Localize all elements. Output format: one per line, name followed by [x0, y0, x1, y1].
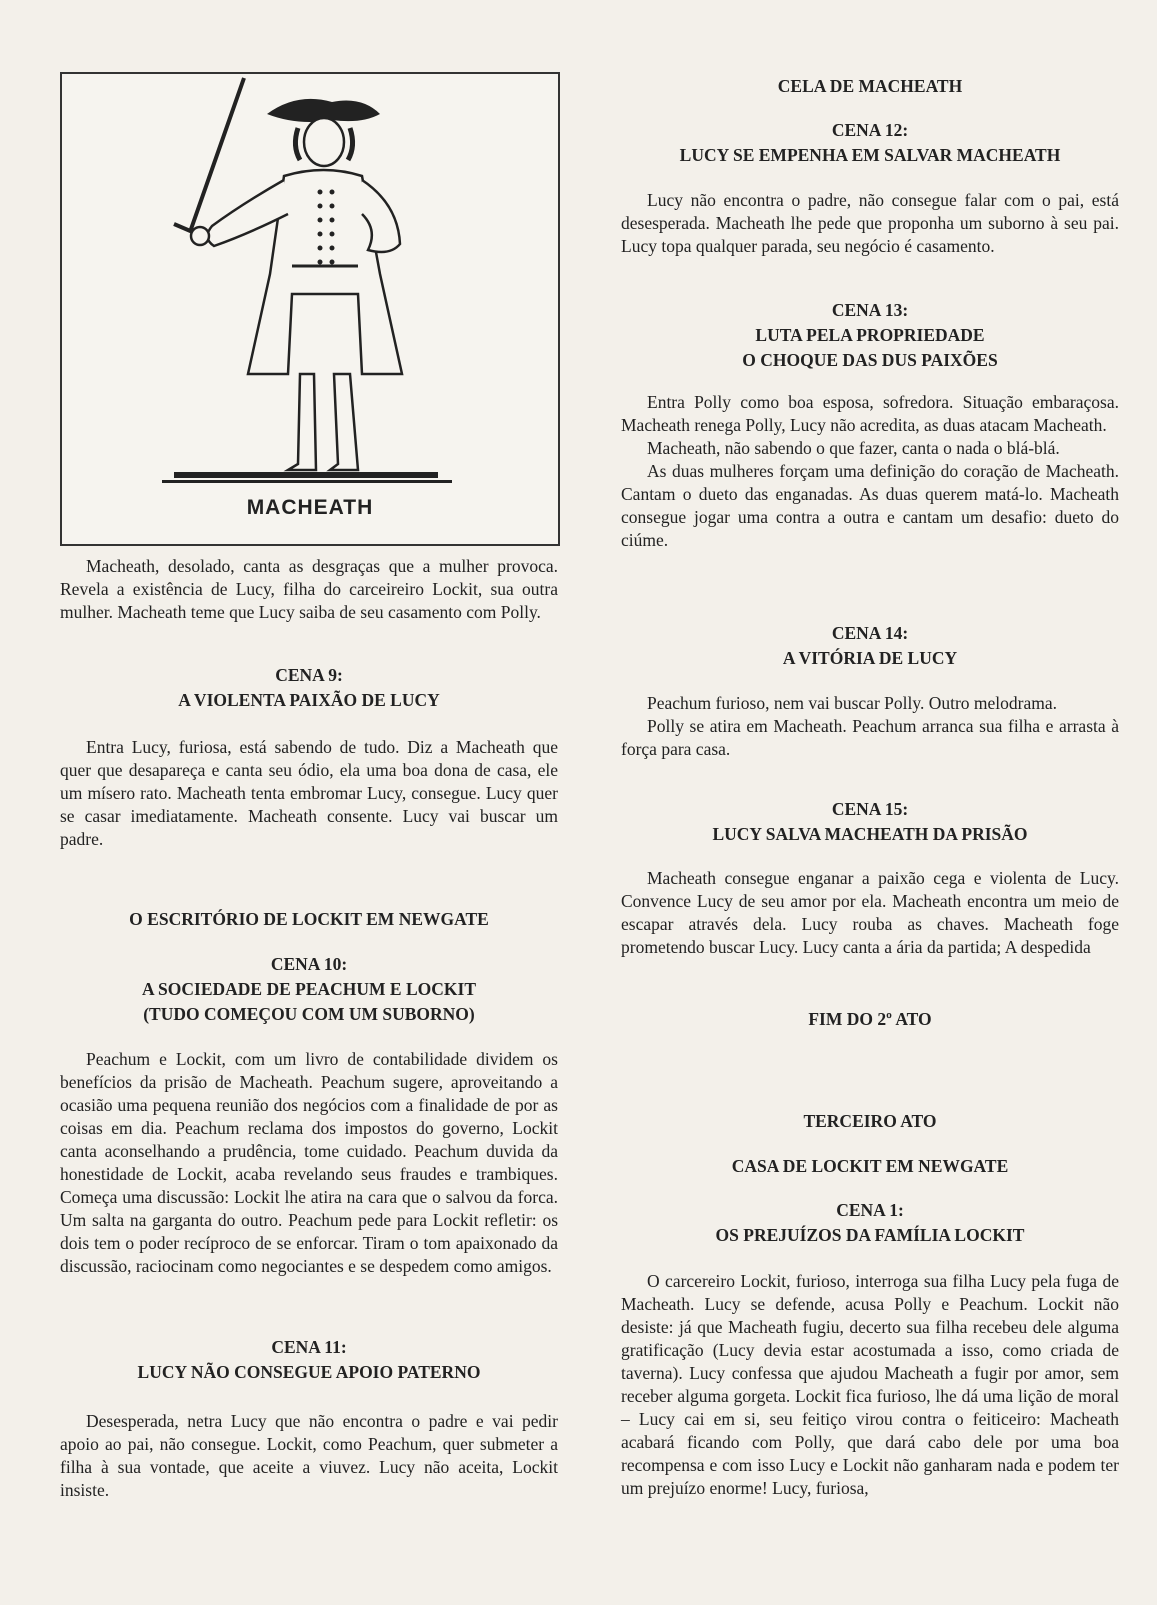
end-act-heading: FIM DO 2º ATO	[808, 1009, 932, 1029]
cena12-title: LUCY SE EMPENHA EM SALVAR MACHEATH	[679, 145, 1061, 165]
cena11-number: CENA 11:	[271, 1337, 347, 1357]
cena13-paragraph-2: Macheath, não sabendo o que fazer, canta o nada o blá-blá.	[647, 438, 1060, 458]
cena1-number: CENA 1:	[836, 1200, 904, 1220]
cena14-paragraph-1: Peachum furioso, nem vai buscar Polly. Outro melodrama.	[647, 693, 1058, 713]
cena9-title: A VIOLENTA PAIXÃO DE LUCY	[178, 690, 440, 710]
location-heading-casa: CASA DE LOCKIT EM NEWGATE	[731, 1156, 1009, 1176]
cena10-title-1: A SOCIEDADE DE PEACHUM E LOCKIT	[141, 979, 476, 999]
cena13-number: CENA 13:	[831, 300, 909, 320]
cena10-title-2: (TUDO COMEÇOU COM UM SUBORNO)	[143, 1004, 475, 1024]
act3-heading: TERCEIRO ATO	[803, 1111, 937, 1131]
cena13-paragraph-1: Entra Polly como boa esposa, sofredora. Situação embaraçosa. Macheath renega Polly, Lucy não acredita, as duas atacam Macheath.	[621, 392, 1119, 435]
cena10-number: CENA 10:	[270, 954, 348, 974]
macheath-figure-icon	[62, 74, 558, 544]
cena9-paragraph: Entra Lucy, furiosa, está sabendo de tudo. Diz a Macheath que quer que desapareça e canta seu ódio, ela uma boa dona de casa, ele um mísero rato. Macheath tenta embromar Lucy, consegue. Lucy quer se casar imediatamente. Macheath consente. Lucy vai buscar um padre.	[60, 737, 558, 849]
cena15-number: CENA 15:	[831, 799, 909, 819]
cena11-title: LUCY NÃO CONSEGUE APOIO PATERNO	[137, 1362, 481, 1382]
cena10-paragraph: Peachum e Lockit, com um livro de contabilidade dividem os benefícios da prisão de Macheath. Peachum sugere, aproveitando a ocasião uma pequena reunião dos negócios com a finalidade de por as coisas em dia. Peachum reclama dos impostos do governo, Lockit canta aconselhando a prudência, tome cuidado. Peachum duvida da honestidade de Lockit, acaba revelando seus fraudes e trambiques. Começa uma discussão: Lockit lhe atira na cara que o salvou da forca. Um salta na garganta do outro. Peachum pede para Lockit refletir: os dois tem o poder recíproco de se enforcar. Tiram o tom apaixonado da discussão, raciocinam como negociantes e se despedem como amigos.	[60, 1049, 558, 1276]
cena12-number: CENA 12:	[831, 120, 909, 140]
cena14-title: A VITÓRIA DE LUCY	[782, 648, 958, 668]
cena11-paragraph: Desesperada, netra Lucy que não encontra o padre e vai pedir apoio ao pai, não consegue. Lockit, como Peachum, quer submeter a filha à sua vontade, que aceite a viuvez. Lucy não aceita, Lockit insiste.	[60, 1411, 558, 1500]
cena14-number: CENA 14:	[831, 623, 909, 643]
cena13-paragraph-3: As duas mulheres forçam uma definição do coração de Macheath. Cantam o dueto das enganadas. As duas querem matá-lo. Macheath consegue jogar uma contra a outra e cantam um desafio: dueto do ciúme.	[621, 461, 1119, 550]
location-heading-cela: CELA DE MACHEATH	[777, 76, 963, 96]
intro-paragraph: Macheath, desolado, canta as desgraças que a mulher provoca. Revela a existência de Lucy, filha do carceireiro Lockit, sua outra mulher. Macheath teme que Lucy saiba de seu casamento com Polly.	[60, 556, 558, 622]
cena1-paragraph: O carcereiro Lockit, furioso, interroga sua filha Lucy pela fuga de Macheath. Lucy se defende, acusa Polly e Peachum. Lockit não desiste: já que Macheath fugiu, decerto sua filha recebeu dele alguma gratificação (Lucy devia estar acostumada a isso, como criada de taverna). Lucy confessa que ajudou Macheath a fugir por amor, sem receber alguma gorgeta. Lockit fica furioso, lhe dá uma lição de moral – Lucy cai em si, seu feitiço virou contra o feiticeiro: Macheath acabará ficando com Polly, que dará cabo dele por uma boa recompensa e com isso Lucy e Lockit não ganharam nada e podem ter um prejuízo enorme! Lucy, furiosa,	[621, 1271, 1119, 1498]
cena13-title-1: LUTA PELA PROPRIEDADE	[755, 325, 985, 345]
cena9-number: CENA 9:	[275, 665, 343, 685]
cena13-title-2: O CHOQUE DAS DUS PAIXÕES	[742, 350, 998, 370]
location-heading: O ESCRITÓRIO DE LOCKIT EM NEWGATE	[129, 909, 489, 929]
cena15-paragraph: Macheath consegue enganar a paixão cega e violenta de Lucy. Convence Lucy de seu amor por ela. Macheath encontra um meio de escapar através dela. Lucy rouba as chaves. Macheath foge prometendo buscar Lucy. Lucy canta a ária da partida; A despedida	[621, 868, 1119, 957]
cena14-paragraph-2: Polly se atira em Macheath. Peachum arranca sua filha e arrasta à força para casa.	[621, 716, 1119, 759]
cena1-title: OS PREJUÍZOS DA FAMÍLIA LOCKIT	[715, 1225, 1025, 1245]
macheath-illustration	[60, 72, 560, 546]
cena12-paragraph: Lucy não encontra o padre, não consegue falar com o pai, está desesperada. Macheath lhe pede que proponha um suborno à seu pai. Lucy topa qualquer parada, seu negócio é casamento.	[621, 190, 1119, 256]
cena15-title: LUCY SALVA MACHEATH DA PRISÃO	[712, 824, 1028, 844]
figure-caption: MACHEATH	[246, 496, 374, 519]
